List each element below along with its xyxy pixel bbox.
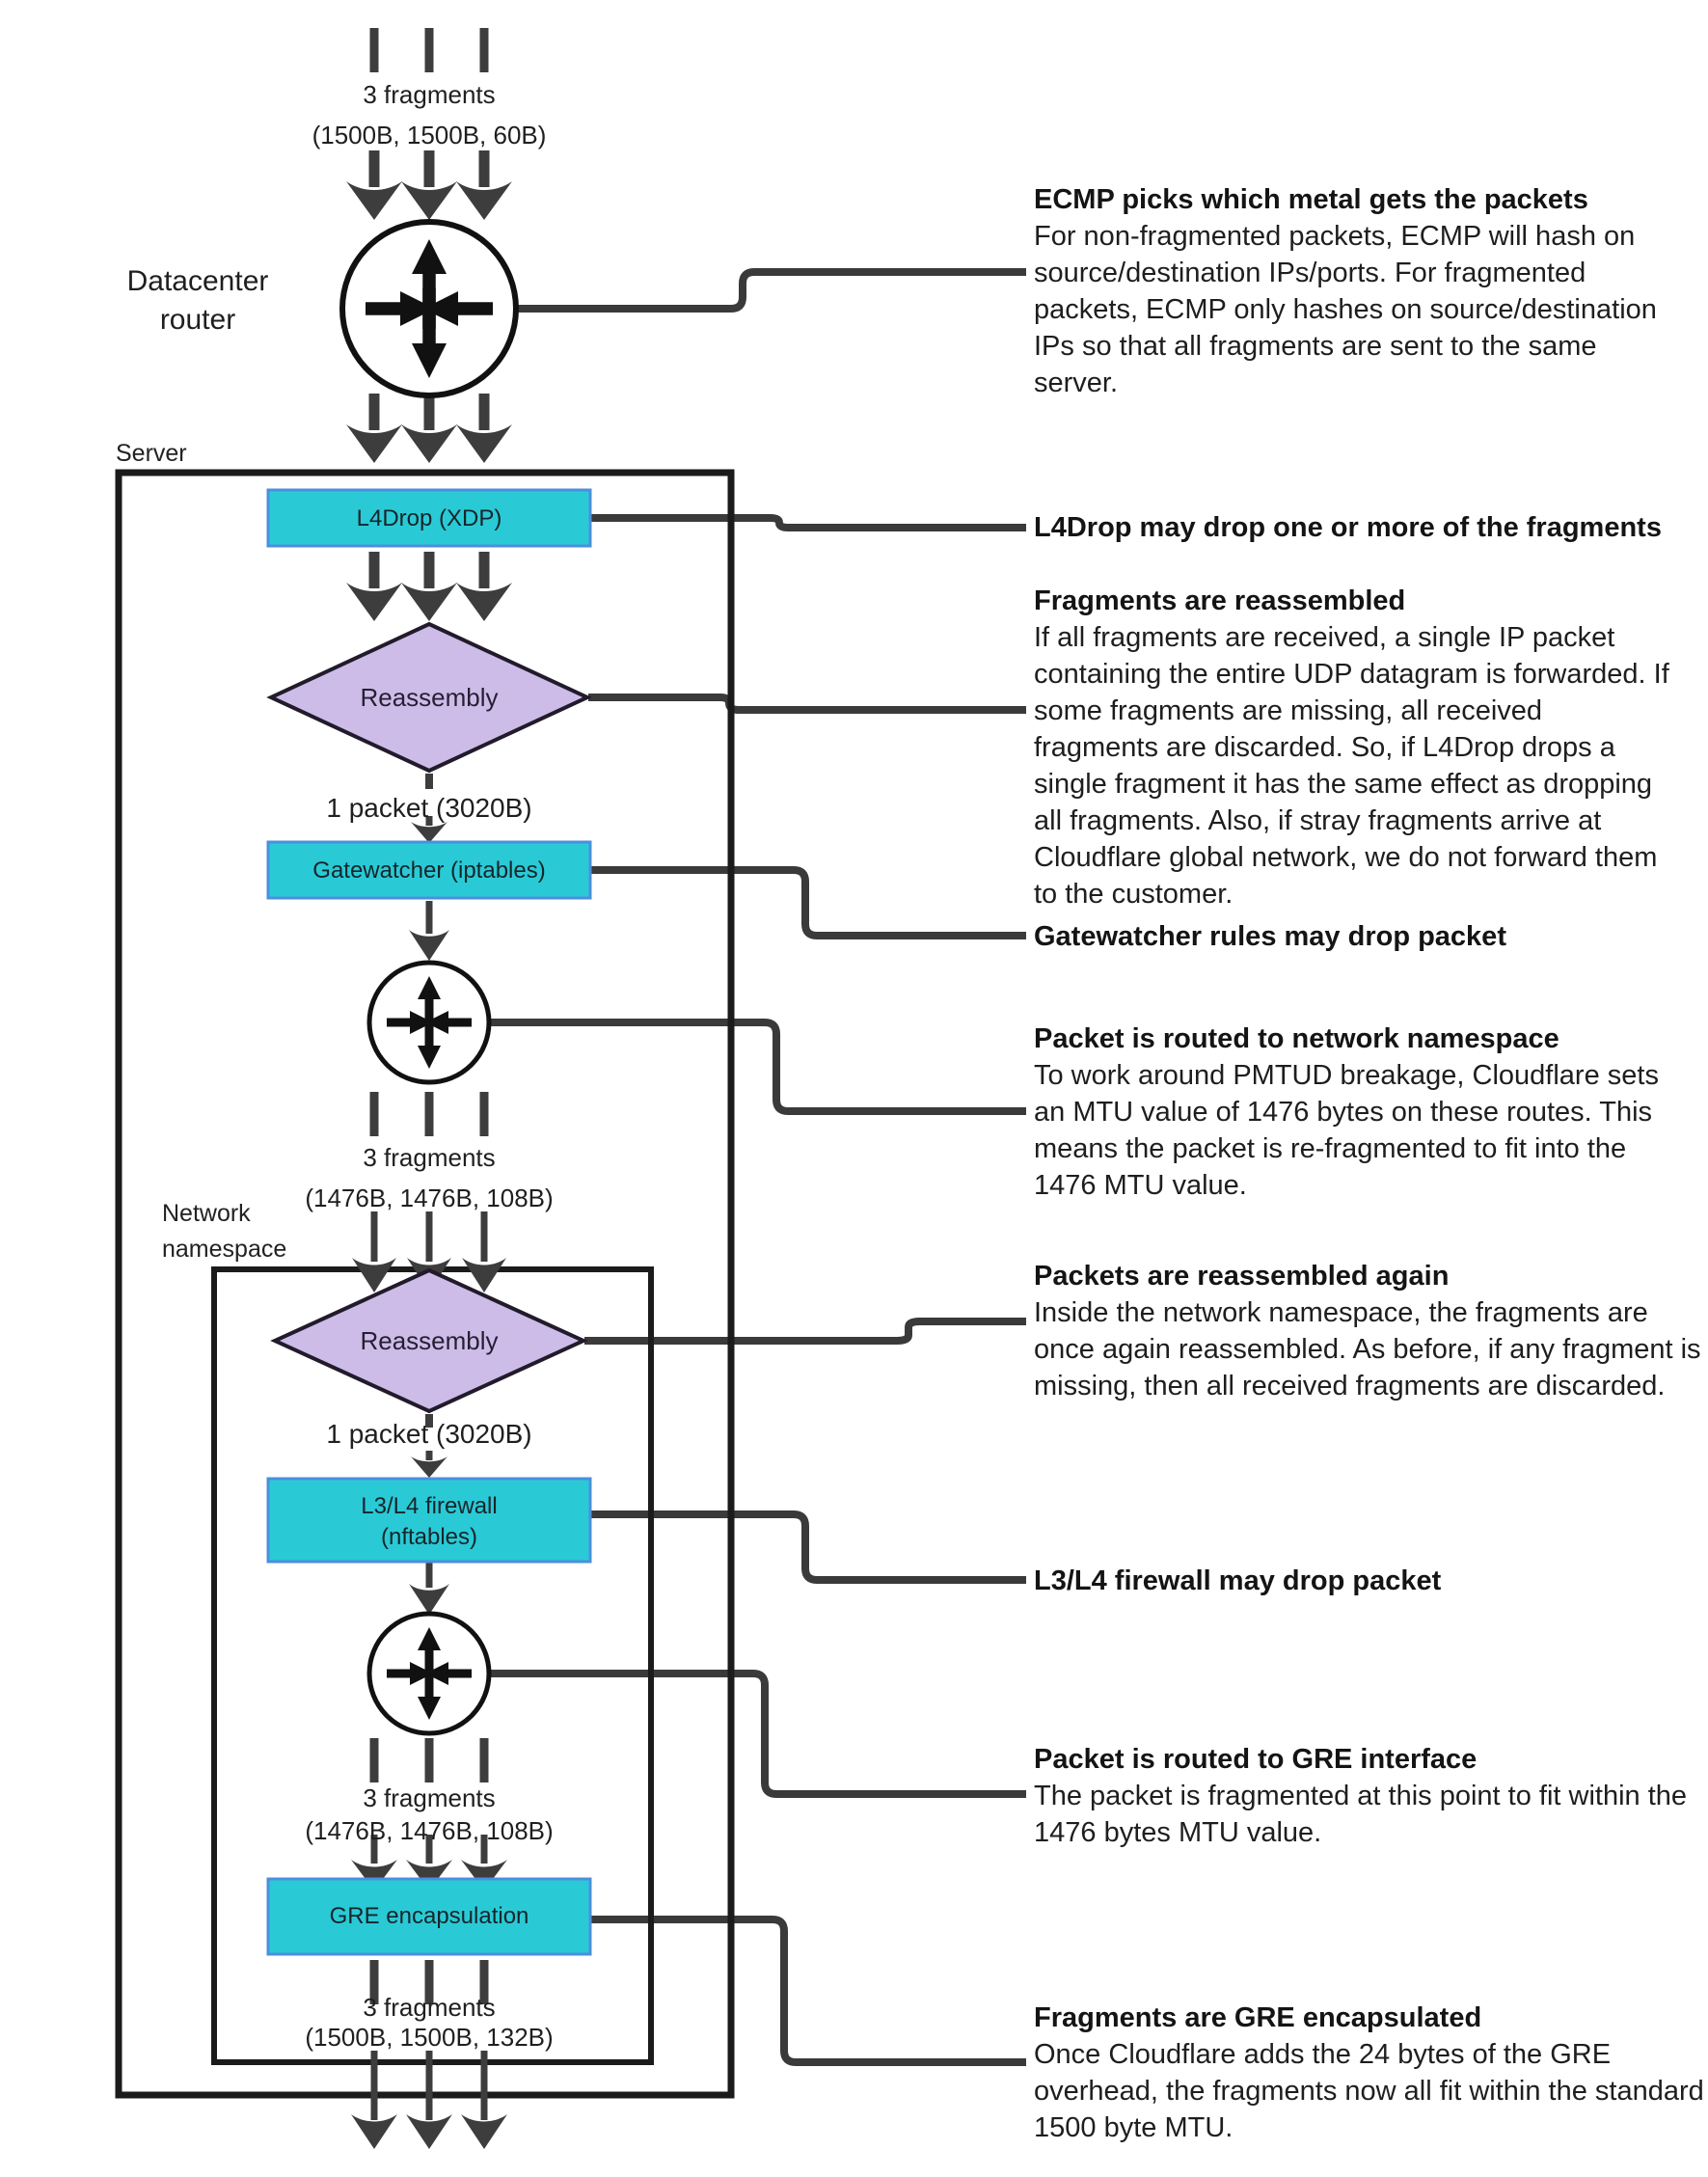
fragment-dashes-pre-gre: [370, 1738, 489, 1782]
annotation-routed-gre: [1034, 1741, 1705, 1851]
packet2-label: 1 packet (3020B): [326, 1419, 532, 1449]
mid-fragments-count: 3 fragments: [363, 1143, 496, 1172]
diamond1-stem-dash: [425, 774, 433, 789]
arrows-out-bottom: [351, 2051, 507, 2149]
annotation-routed-namespace-body: To work around PMTUD breakage, Cloudflare sets an MTU value of 1476 bytes on these routes. This means the packet is re-fragmented to fit into the 1476 MTU value.: [1034, 1060, 1659, 1201]
top-fragments-count: 3 fragments: [363, 80, 496, 109]
route-to-namespace-router-icon: [369, 963, 489, 1082]
annotation-reassembled-again: [1034, 1258, 1708, 1404]
datacenter-router-line2: router: [159, 304, 236, 336]
route-to-gre-router-icon: [369, 1614, 489, 1733]
bottom-fragments-count: 3 fragments: [363, 1993, 496, 2022]
bottom-fragments-sizes: (1500B, 1500B, 132B): [305, 2023, 554, 2052]
annotation-routed-gre-title: Packet is routed to GRE interface: [1034, 1744, 1478, 1775]
annotation-firewall-drop-title: L3/L4 firewall may drop packet: [1034, 1565, 1442, 1596]
reassembly2-label: Reassembly: [360, 1326, 499, 1355]
annotation-reassembled: [1034, 583, 1670, 912]
datacenter-router-label: [127, 262, 269, 340]
annotation-routed-gre-body: The packet is fragmented at this point to fit within the 1476 bytes MTU value.: [1034, 1781, 1688, 1848]
annotation-reassembled-body: If all fragments are received, a single IP packet containing the entire UDP datagram is forwarded. If some fragments are missing, all received fragments are discarded. So, if L4Drop drops a single fragment it has the same effect as dropping all fragments. Also, if stray fragments arrive at Cloudflare global network, we do not forward them to the customer.: [1034, 622, 1669, 910]
fragment-dashes-mid: [370, 1092, 489, 1136]
fragment-dashes-top: [370, 28, 489, 72]
arrows-into-router: [346, 150, 512, 220]
top-fragments-sizes: (1500B, 1500B, 60B): [312, 121, 547, 150]
annotation-l4drop: [1034, 509, 1708, 546]
annotation-ecmp-body: For non-fragmented packets, ECMP will hash on source/destination IPs/ports. For fragmented packets, ECMP only hashes on source/destination IPs so that all fragments are sent to the same server.: [1034, 221, 1657, 398]
l3l4-firewall-label: [361, 1491, 497, 1553]
annotation-l4drop-title: L4Drop may drop one or more of the fragments: [1034, 512, 1662, 543]
annotation-gatewatcher-title: Gatewatcher rules may drop packet: [1034, 921, 1506, 952]
gatewatcher-label: Gatewatcher (iptables): [312, 857, 546, 884]
annotation-reassembled-again-body: Inside the network namespace, the fragments are once again reassembled. As before, if any fragment is missing, then all received fragments are discarded.: [1034, 1297, 1701, 1401]
datacenter-router-line1: Datacenter: [126, 265, 269, 297]
annotation-reassembled-again-title: Packets are reassembled again: [1034, 1261, 1450, 1292]
network-namespace-line2: namespace: [162, 1236, 287, 1263]
reassembly1-label: Reassembly: [360, 683, 499, 712]
arrow-firewall-to-router3: [409, 1555, 449, 1615]
annotation-ecmp-title: ECMP picks which metal gets the packets: [1034, 184, 1588, 215]
packet1-label: 1 packet (3020B): [326, 793, 532, 823]
gre-encapsulation-label: GRE encapsulation: [329, 1903, 529, 1929]
arrow-gatewatcher-to-router2: [409, 901, 449, 961]
annotation-ecmp: [1034, 181, 1682, 401]
annotation-firewall-drop: [1034, 1563, 1708, 1599]
l4drop-label: L4Drop (XDP): [356, 505, 502, 531]
annotation-gre-encapsulated-title: Fragments are GRE encapsulated: [1034, 2002, 1482, 2033]
annotation-gatewatcher: [1034, 918, 1708, 955]
server-box-label: Server: [116, 440, 187, 467]
mid-fragments-sizes: (1476B, 1476B, 108B): [305, 1184, 554, 1212]
annotation-gre-encapsulated: [1034, 2000, 1707, 2146]
network-namespace-label: [162, 1196, 286, 1267]
datacenter-router-icon: [342, 222, 516, 395]
annotation-reassembled-title: Fragments are reassembled: [1034, 585, 1406, 616]
annotation-routed-namespace-title: Packet is routed to network namespace: [1034, 1023, 1559, 1054]
annotation-routed-namespace: [1034, 1020, 1678, 1204]
pre-gre-fragments-sizes: (1476B, 1476B, 108B): [305, 1816, 554, 1845]
l3l4-firewall-line2: (nftables): [380, 1524, 478, 1550]
arrows-into-reassembly1: [346, 552, 512, 621]
arrow-packet2-to-firewall: [411, 1451, 447, 1478]
l3l4-firewall-line1: L3/L4 firewall: [361, 1493, 498, 1519]
pre-gre-fragments-count: 3 fragments: [363, 1783, 496, 1812]
arrows-into-server: [346, 394, 512, 463]
network-namespace-line1: Network: [162, 1200, 251, 1227]
annotation-gre-encapsulated-body: Once Cloudflare adds the 24 bytes of the GRE overhead, the fragments now all fit within the standard 1500 byte MTU.: [1034, 2039, 1704, 2143]
